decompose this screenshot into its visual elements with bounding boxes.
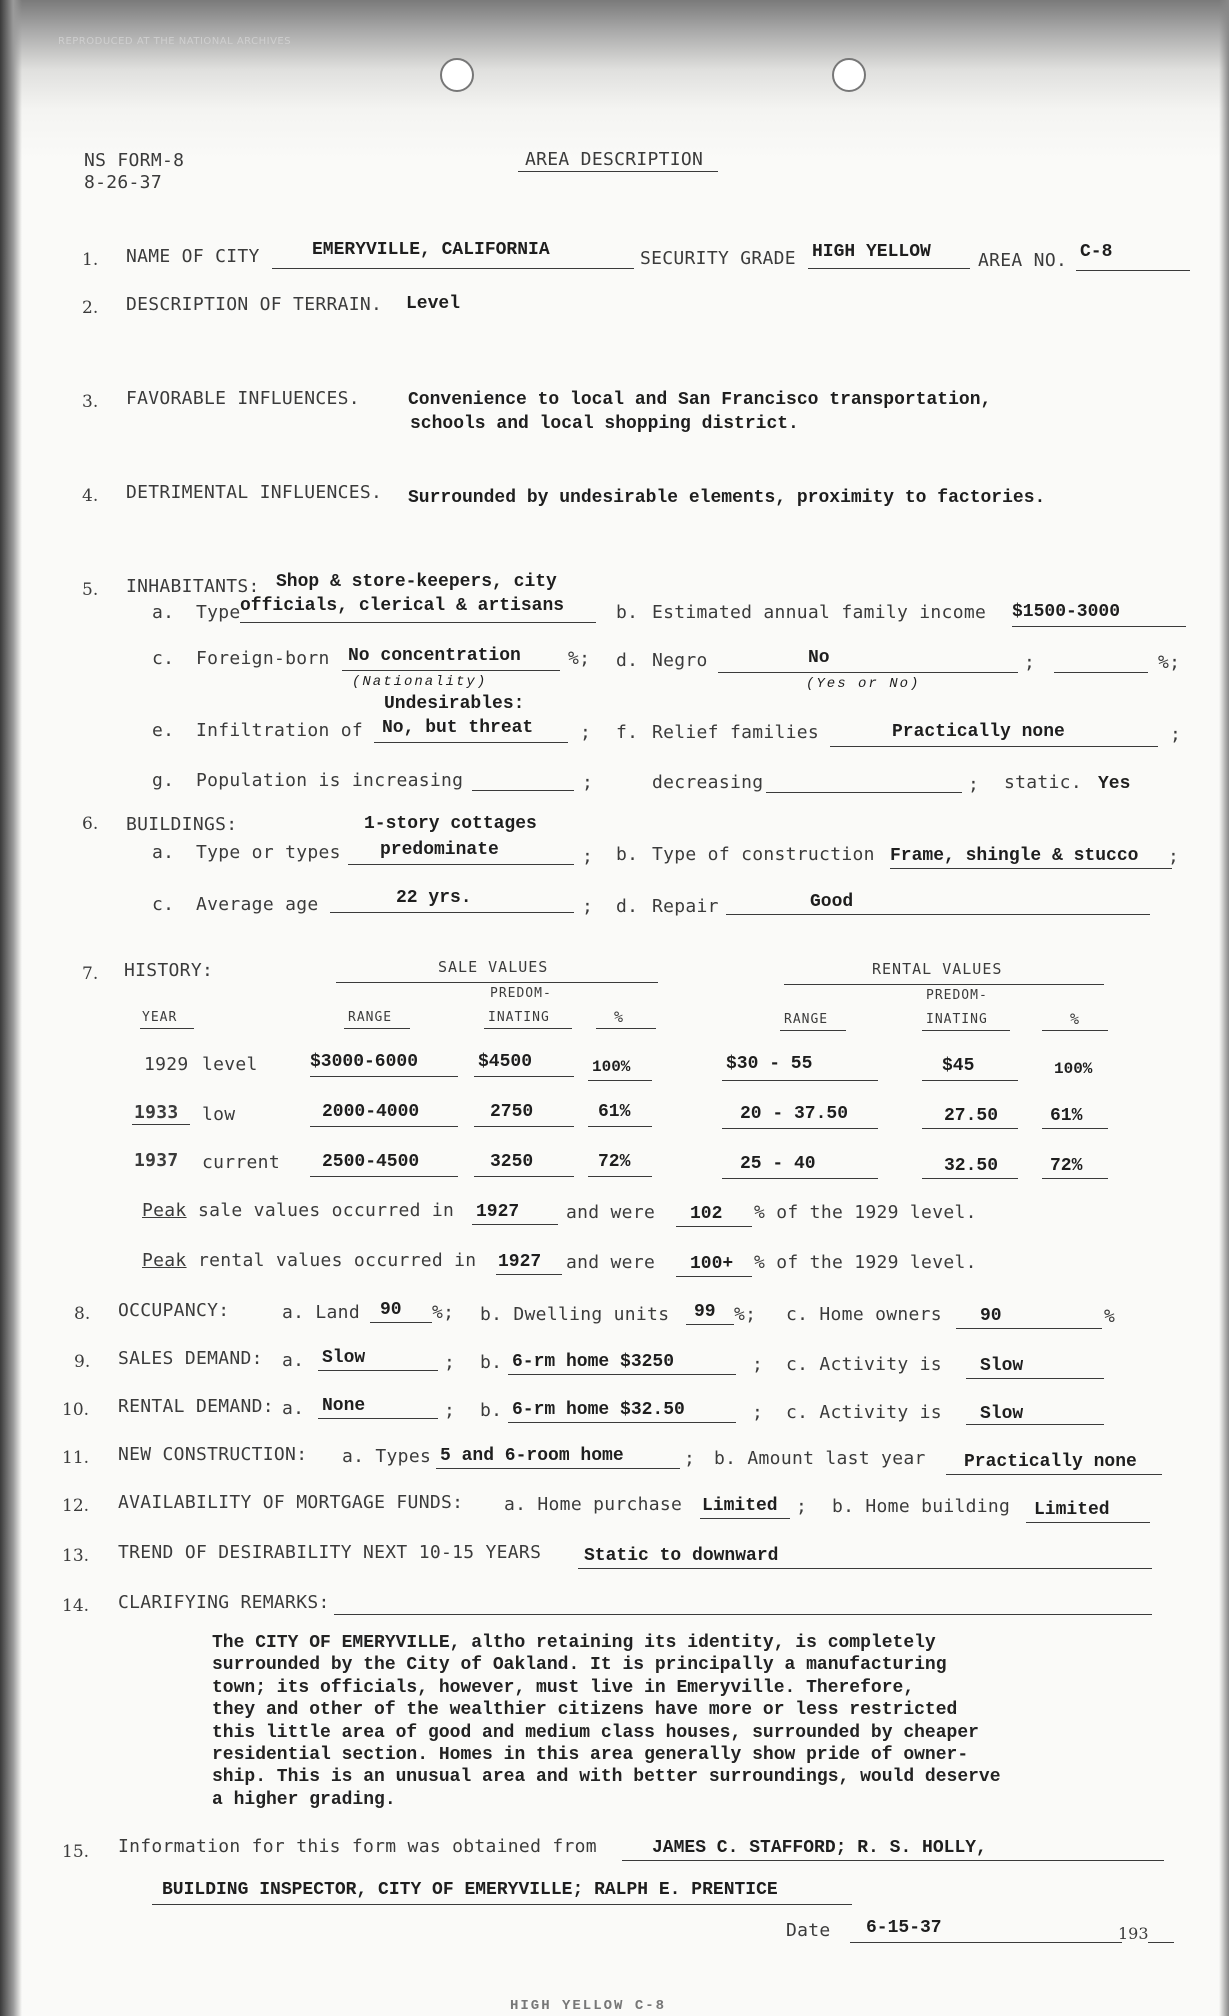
history-rent-range-line: [722, 1178, 878, 1179]
peak-rental-text-1: rental values occurred in: [198, 1250, 477, 1271]
occupancy-dwelling-line: [686, 1324, 734, 1325]
peak-rental-peak: Peak: [142, 1250, 187, 1271]
sales-demand-b-line: [508, 1374, 736, 1375]
occupancy-owners-pct: %: [1104, 1306, 1116, 1327]
construction-label: Type of construction: [652, 844, 875, 865]
mortgage-semicolon: ;: [796, 1496, 808, 1517]
mortgage-purchase-value: Limited: [702, 1496, 778, 1516]
item-number-8: 8.: [74, 1304, 91, 1324]
title-underline: [518, 171, 718, 172]
source-line-1-rule: [622, 1860, 1164, 1861]
history-sale-predom-line: [474, 1076, 574, 1077]
negro-line: [718, 672, 1018, 673]
col-rent-pct-underline: [1042, 1030, 1108, 1031]
new-construction-types-line: [436, 1468, 680, 1469]
inhabitants-f-label: f.: [616, 722, 639, 743]
buildings-d-label: d.: [616, 896, 639, 917]
history-row-year-line: [132, 1124, 190, 1125]
negro-value: No: [808, 648, 830, 668]
sales-demand-b-semicolon: ;: [752, 1354, 764, 1375]
negro-pct: %;: [1158, 652, 1181, 673]
history-row-year: 1933: [134, 1102, 179, 1123]
average-age-label: Average age: [196, 894, 319, 915]
population-increasing-line: [472, 790, 574, 791]
archive-stamp: REPRODUCED AT THE NATIONAL ARCHIVES: [58, 36, 292, 47]
history-sale-range: 2500-4500: [322, 1152, 420, 1172]
col-rent-pct: %: [1070, 1010, 1081, 1028]
source-label: Information for this form was obtained from: [118, 1836, 597, 1857]
occupancy-owners-line: [956, 1328, 1102, 1329]
peak-rental-text-3: % of the 1929 level.: [754, 1252, 977, 1273]
col-year: YEAR: [142, 1010, 178, 1025]
average-age-semicolon: ;: [582, 896, 594, 917]
city-line: [272, 268, 634, 269]
history-sale-range: 2000-4000: [322, 1102, 420, 1122]
history-rent-pct-line: [1042, 1128, 1108, 1129]
mortgage-building-line: [1026, 1522, 1150, 1523]
trend-value: Static to downward: [584, 1546, 779, 1566]
repair-value: Good: [810, 892, 854, 912]
col-rent-range-underline: [780, 1030, 846, 1031]
sales-demand-semicolon: ;: [444, 1352, 456, 1373]
terrain-value: Level: [406, 294, 461, 314]
form-number: NS FORM-8: [84, 150, 185, 171]
item-number-1: 1.: [82, 250, 99, 270]
sales-demand-a-value: Slow: [322, 1348, 366, 1368]
inhabitants-type-line-2: officials, clerical & artisans: [240, 596, 565, 616]
mortgage-building-label: b. Home building: [832, 1496, 1011, 1517]
history-rent-predom: 32.50: [944, 1156, 999, 1176]
negro-pct-line: [1054, 672, 1148, 673]
rental-demand-semicolon: ;: [444, 1400, 456, 1421]
date-year-suffix: 193: [1118, 1924, 1149, 1943]
peak-rental-year: 1927: [498, 1252, 542, 1272]
date-label: Date: [786, 1920, 831, 1941]
peak-sale-year: 1927: [476, 1202, 520, 1222]
foreign-born-value: No concentration: [348, 646, 521, 666]
inhabitants-type-line: [240, 622, 596, 623]
relief-label: Relief families: [652, 722, 820, 743]
infiltration-label: Infiltration of: [196, 720, 364, 741]
occupancy-dwelling-label: b. Dwelling units: [480, 1304, 670, 1325]
peak-rental-pct-line: [676, 1276, 752, 1277]
history-rent-predom-line: [922, 1128, 1018, 1129]
construction-semicolon: ;: [1168, 846, 1180, 867]
foreign-born-pct: %;: [568, 648, 591, 669]
sales-demand-c-line: [966, 1378, 1104, 1379]
peak-rental-text-2: and were: [566, 1252, 656, 1273]
history-sale-predom: 2750: [490, 1102, 534, 1122]
inhabitants-e-label: e.: [152, 720, 175, 741]
rental-demand-b-label: b.: [480, 1400, 503, 1421]
history-rent-range-line: [722, 1080, 878, 1081]
rental-predom-header-1: PREDOM-: [926, 988, 988, 1003]
occupancy-land-pct: %;: [432, 1302, 455, 1323]
item-number-15: 15.: [62, 1842, 90, 1862]
buildings-label: BUILDINGS:: [126, 814, 238, 835]
item-number-12: 12.: [62, 1496, 90, 1516]
rental-values-header: RENTAL VALUES: [872, 960, 1003, 978]
relief-value: Practically none: [892, 722, 1065, 742]
history-rent-pct: 100%: [1054, 1060, 1093, 1078]
buildings-type-line-2: predominate: [380, 840, 499, 860]
col-year-underline: [140, 1028, 194, 1029]
population-semicolon: ;: [582, 772, 594, 793]
rental-demand-label: RENTAL DEMAND:: [118, 1396, 274, 1417]
col-sale-pct: %: [614, 1008, 625, 1026]
new-construction-semicolon: ;: [684, 1448, 696, 1469]
history-rent-range: 25 - 40: [740, 1154, 816, 1174]
history-rent-predom-line: [922, 1178, 1018, 1179]
remarks-text: The CITY OF EMERYVILLE, altho retaining its identity, is completely surrounded by the City of Oakland. It is principally a manufacturing town; its officials, however, must live in Emeryville. Therefore, they and other of the wealthier citizens have more or less restricted this little area of good and medium class houses, surrounded by cheaper residential section. Homes in this area generally show pride of owner- ship. This is an unusual area and with better surroundings, would deserve a higher grading.: [212, 1633, 1001, 1810]
item-number-9: 9.: [74, 1352, 91, 1372]
sales-demand-c-label: c. Activity is: [786, 1354, 942, 1375]
occupancy-land-line: [370, 1322, 432, 1323]
foreign-born-label: Foreign-born: [196, 648, 330, 669]
income-value: $1500-3000: [1012, 602, 1121, 622]
sales-demand-b-label: b.: [480, 1352, 503, 1373]
average-age-value: 22 yrs.: [396, 888, 472, 908]
occupancy-land-label: a. Land: [282, 1302, 360, 1323]
population-increasing-label: Population is increasing: [196, 770, 464, 791]
sale-values-line: [336, 982, 658, 983]
peak-rental-pct: 100+: [690, 1254, 734, 1274]
buildings-type-semicolon: ;: [582, 846, 594, 867]
inhabitants-c-label: c.: [152, 648, 175, 669]
form-date: 8-26-37: [84, 172, 162, 193]
buildings-type-label: Type or types: [196, 842, 341, 863]
history-sale-pct-line: [588, 1176, 652, 1177]
mortgage-label: AVAILABILITY OF MORTGAGE FUNDS:: [118, 1492, 464, 1513]
history-sale-pct-line: [588, 1126, 652, 1127]
terrain-label: DESCRIPTION OF TERRAIN.: [126, 294, 383, 315]
history-rent-range: $30 - 55: [726, 1054, 813, 1074]
inhabitants-b-label: b.: [616, 602, 639, 623]
history-sale-pct: 72%: [598, 1152, 631, 1172]
inhabitants-d-label: d.: [616, 650, 639, 671]
rental-values-line: [784, 984, 1104, 985]
city-label: NAME OF CITY: [126, 246, 260, 267]
yes-no-note: (Yes or No): [806, 676, 921, 692]
occupancy-owners-value: 90: [980, 1306, 1002, 1326]
area-line: [1076, 270, 1190, 271]
new-construction-types-value: 5 and 6-room home: [440, 1446, 624, 1466]
sale-predom-header-2: INATING: [488, 1010, 550, 1025]
occupancy-land-value: 90: [380, 1300, 402, 1320]
inhabitants-type-label: Type: [196, 602, 241, 623]
history-sale-predom: 3250: [490, 1152, 534, 1172]
infiltration-line-1: Undesirables:: [384, 694, 525, 714]
grade-value: HIGH YELLOW: [812, 242, 931, 262]
item-number-2: 2.: [82, 298, 99, 318]
buildings-a-label: a.: [152, 842, 175, 863]
inhabitants-g-label: g.: [152, 770, 175, 791]
mortgage-purchase-label: a. Home purchase: [504, 1494, 683, 1515]
inhabitants-type-line-1: Shop & store-keepers, city: [276, 572, 557, 592]
history-rent-predom: 27.50: [944, 1106, 999, 1126]
source-line-2: BUILDING INSPECTOR, CITY OF EMERYVILLE; RALPH E. PRENTICE: [162, 1880, 778, 1900]
peak-sale-text-3: % of the 1929 level.: [754, 1202, 977, 1223]
history-sale-range-line: [310, 1076, 458, 1077]
relief-semicolon: ;: [1170, 724, 1182, 745]
mortgage-purchase-line: [700, 1518, 790, 1519]
item-number-6: 6.: [82, 814, 99, 834]
history-label: HISTORY:: [124, 960, 214, 981]
item-number-10: 10.: [62, 1400, 90, 1420]
rental-predom-header-2: INATING: [926, 1012, 988, 1027]
page-title: AREA DESCRIPTION: [525, 149, 704, 170]
footer-label: HIGH YELLOW C-8: [510, 1998, 667, 2014]
remarks-line: [334, 1614, 1152, 1615]
history-row-year: 1937: [134, 1150, 179, 1171]
detrimental-value: Surrounded by undesirable elements, proximity to factories.: [408, 488, 1046, 508]
rental-demand-b-value: 6-rm home $32.50: [512, 1400, 685, 1420]
new-construction-amount-label: b. Amount last year: [714, 1448, 926, 1469]
history-sale-range-line: [310, 1176, 458, 1177]
buildings-b-label: b.: [616, 844, 639, 865]
history-sale-range: $3000-6000: [310, 1052, 419, 1072]
rental-demand-a-value: None: [322, 1396, 366, 1416]
punch-hole-left: [440, 58, 474, 92]
rental-demand-c-value: Slow: [980, 1404, 1024, 1424]
item-number-14: 14.: [62, 1596, 90, 1616]
trend-label: TREND OF DESIRABILITY NEXT 10-15 YEARS: [118, 1542, 542, 1563]
population-static-value: Yes: [1098, 774, 1131, 794]
history-row-year: 1929: [144, 1054, 189, 1075]
history-row-kind: low: [202, 1104, 236, 1125]
remarks-label: CLARIFYING REMARKS:: [118, 1592, 330, 1613]
col-sale-pct-underline: [596, 1028, 656, 1029]
trend-line: [578, 1568, 1152, 1569]
grade-line: [808, 268, 970, 269]
history-rent-pct: 72%: [1050, 1156, 1083, 1176]
history-sale-pct: 100%: [592, 1058, 631, 1076]
date-line: [850, 1942, 1122, 1943]
source-line-2-rule: [152, 1904, 852, 1905]
inhabitants-a-label: a.: [152, 602, 175, 623]
col-sale-range-underline: [344, 1028, 410, 1029]
history-rent-predom-line: [922, 1080, 1018, 1081]
history-rent-pct: 61%: [1050, 1106, 1083, 1126]
new-construction-types-label: a. Types: [342, 1446, 432, 1467]
relief-line: [830, 746, 1158, 747]
sales-demand-a-label: a.: [282, 1350, 305, 1371]
peak-sale-text-2: and were: [566, 1202, 656, 1223]
item-number-7: 7.: [82, 964, 99, 984]
infiltration-semicolon: ;: [580, 722, 592, 743]
item-number-5: 5.: [82, 580, 99, 600]
history-row-kind: current: [202, 1152, 280, 1173]
occupancy-label: OCCUPANCY:: [118, 1300, 230, 1321]
sale-predom-header-1: PREDOM-: [490, 986, 552, 1001]
rental-predom-underline: [922, 1030, 1010, 1031]
peak-rental-year-line: [496, 1274, 562, 1275]
city-value: EMERYVILLE, CALIFORNIA: [312, 240, 550, 260]
sales-demand-label: SALES DEMAND:: [118, 1348, 263, 1369]
source-line-1: JAMES C. STAFFORD; R. S. HOLLY,: [652, 1838, 987, 1858]
new-construction-label: NEW CONSTRUCTION:: [118, 1444, 308, 1465]
favorable-line-2: schools and local shopping district.: [410, 414, 799, 434]
mortgage-building-value: Limited: [1034, 1500, 1110, 1520]
buildings-c-label: c.: [152, 894, 175, 915]
buildings-type-line: [348, 864, 574, 865]
new-construction-amount-line: [946, 1474, 1162, 1475]
area-label: AREA NO.: [978, 250, 1068, 271]
item-number-13: 13.: [62, 1546, 90, 1566]
favorable-label: FAVORABLE INFLUENCES.: [126, 388, 360, 409]
construction-line: [890, 868, 1172, 869]
sales-demand-c-value: Slow: [980, 1356, 1024, 1376]
peak-sale-pct-line: [676, 1226, 752, 1227]
rental-demand-b-semicolon: ;: [752, 1402, 764, 1423]
item-number-3: 3.: [82, 392, 99, 412]
rental-demand-b-line: [508, 1422, 736, 1423]
population-decreasing-label: decreasing: [652, 772, 764, 793]
favorable-line-1: Convenience to local and San Francisco transportation,: [408, 390, 992, 410]
item-number-4: 4.: [82, 486, 99, 506]
peak-sale-text-1: sale values occurred in: [198, 1200, 455, 1221]
repair-label: Repair: [652, 896, 719, 917]
sale-predom-underline: [484, 1028, 572, 1029]
population-decreasing-semicolon: ;: [968, 774, 980, 795]
history-sale-predom-line: [474, 1176, 574, 1177]
new-construction-amount-value: Practically none: [964, 1452, 1137, 1472]
history-rent-pct-line: [1042, 1178, 1108, 1179]
sale-values-header: SALE VALUES: [438, 958, 549, 976]
construction-value: Frame, shingle & stucco: [890, 846, 1139, 866]
infiltration-value: No, but threat: [382, 718, 534, 738]
grade-label: SECURITY GRADE: [640, 248, 796, 269]
negro-label: Negro: [652, 650, 708, 671]
repair-line: [726, 914, 1150, 915]
detrimental-label: DETRIMENTAL INFLUENCES.: [126, 482, 383, 503]
area-value: C-8: [1080, 242, 1113, 262]
income-label: Estimated annual family income: [652, 602, 987, 623]
sales-demand-b-value: 6-rm home $3250: [512, 1352, 675, 1372]
history-rent-range: 20 - 37.50: [740, 1104, 849, 1124]
buildings-type-line-1: 1-story cottages: [364, 814, 537, 834]
rental-demand-c-line: [966, 1424, 1104, 1425]
history-sale-pct-line: [588, 1080, 652, 1081]
history-rent-predom: $45: [942, 1056, 975, 1076]
infiltration-line: [374, 742, 568, 743]
inhabitants-label: INHABITANTS:: [126, 576, 260, 597]
peak-sale-peak: Peak: [142, 1200, 187, 1221]
rental-demand-a-label: a.: [282, 1398, 305, 1419]
population-static-label: static.: [1004, 772, 1082, 793]
history-sale-predom-line: [474, 1126, 574, 1127]
date-value: 6-15-37: [866, 1918, 942, 1938]
income-line: [1012, 626, 1186, 627]
negro-semicolon: ;: [1024, 652, 1036, 673]
foreign-born-line: [342, 670, 560, 671]
date-year-line: [1148, 1942, 1174, 1943]
col-rent-range: RANGE: [784, 1012, 829, 1027]
peak-sale-pct: 102: [690, 1204, 723, 1224]
col-sale-range: RANGE: [348, 1010, 393, 1025]
history-sale-pct: 61%: [598, 1102, 631, 1122]
item-number-11: 11.: [62, 1448, 90, 1468]
sales-demand-a-line: [318, 1370, 438, 1371]
occupancy-owners-label: c. Home owners: [786, 1304, 942, 1325]
punch-hole-right: [832, 58, 866, 92]
occupancy-dwelling-pct: %;: [734, 1304, 757, 1325]
history-sale-predom: $4500: [478, 1052, 533, 1072]
rental-demand-c-label: c. Activity is: [786, 1402, 942, 1423]
history-sale-range-line: [310, 1126, 458, 1127]
peak-sale-year-line: [472, 1224, 558, 1225]
nationality-note: (Nationality): [352, 674, 488, 690]
population-decreasing-line: [766, 792, 962, 793]
history-rent-range-line: [722, 1128, 878, 1129]
rental-demand-a-line: [318, 1418, 438, 1419]
occupancy-dwelling-value: 99: [694, 1302, 716, 1322]
average-age-line: [330, 912, 574, 913]
history-row-kind: level: [202, 1054, 258, 1075]
